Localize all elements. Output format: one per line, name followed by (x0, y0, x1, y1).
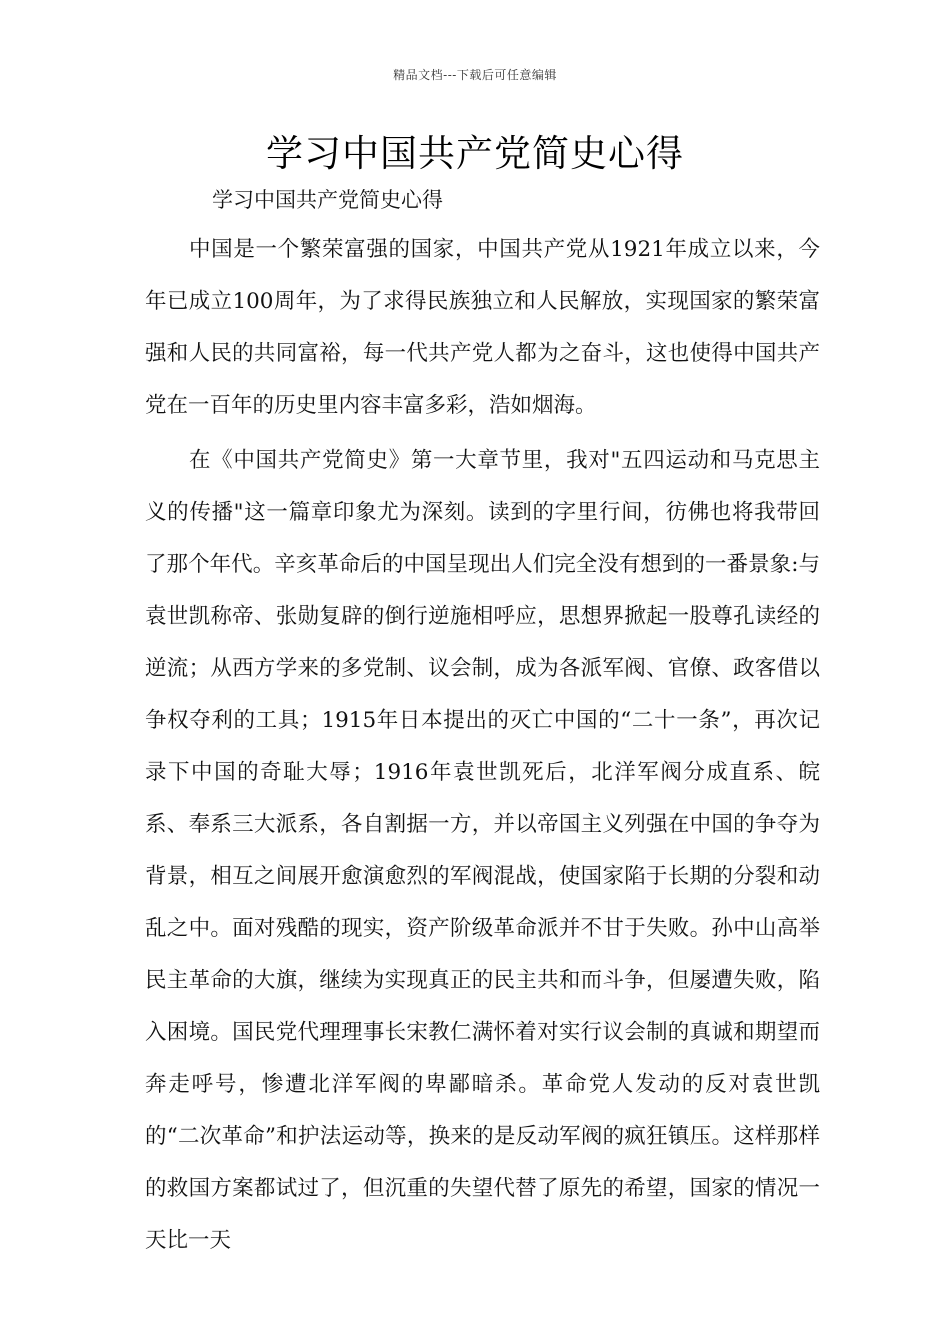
document-subtitle: 学习中国共产党简史心得 (212, 188, 443, 212)
paragraph: 中国是一个繁荣富强的国家，中国共产党从1921年成立以来，今年已成立100周年，为了求得民族独立和人民解放，实现国家的繁荣富强和人民的共同富裕，每一代共产党人都为之奋斗，这也使得中国共产党在一百年的历史里内容丰富多彩，浩如烟海。 (145, 237, 820, 418)
page-header: 精品文档---下载后可任意编辑 (393, 68, 557, 82)
document-title: 学习中国共产党简史心得 (266, 132, 684, 175)
paragraph: 在《中国共产党简史》第一大章节里，我对"五四运动和马克思主义的传播"这一篇章印象尤为深刻。读到的字里行间，彷佛也将我带回了那个年代。辛亥革命后的中国呈现出人们完全没有想到的一番景象:与袁世凯称帝、张勋复辟的倒行逆施相呼应，思想界掀起一股尊孔读经的逆流；从西方学来的多党制、议会制，成为各派军阀、官僚、政客借以争权夺利的工具；1915年日本提出的灭亡中国的“二十一条”，再次记录下中国的奇耻大辱；1916年袁世凯死后，北洋军阀分成直系、皖系、奉系三大派系，各自割据一方，并以帝国主义列强在中国的争夺为背景，相互之间展开愈演愈烈的军阀混战，使国家陷于长期的分裂和动乱之中。面对残酷的现实，资产阶级革命派并不甘于失败。孙中山高举民主革命的大旗，继续为实现真正的民主共和而斗争，但屡遭失败，陷入困境。国民党代理理事长宋教仁满怀着对实行议会制的真诚和期望而奔走呼号，惨遭北洋军阀的卑鄙暗杀。革命党人发动的反对袁世凯的“二次革命”和护法运动等，换来的是反动军阀的疯狂镇压。这样那样的救国方案都试过了，但沉重的失望代替了原先的希望，国家的情况一天比一天 (145, 448, 820, 1253)
document-body (145, 224, 820, 1267)
